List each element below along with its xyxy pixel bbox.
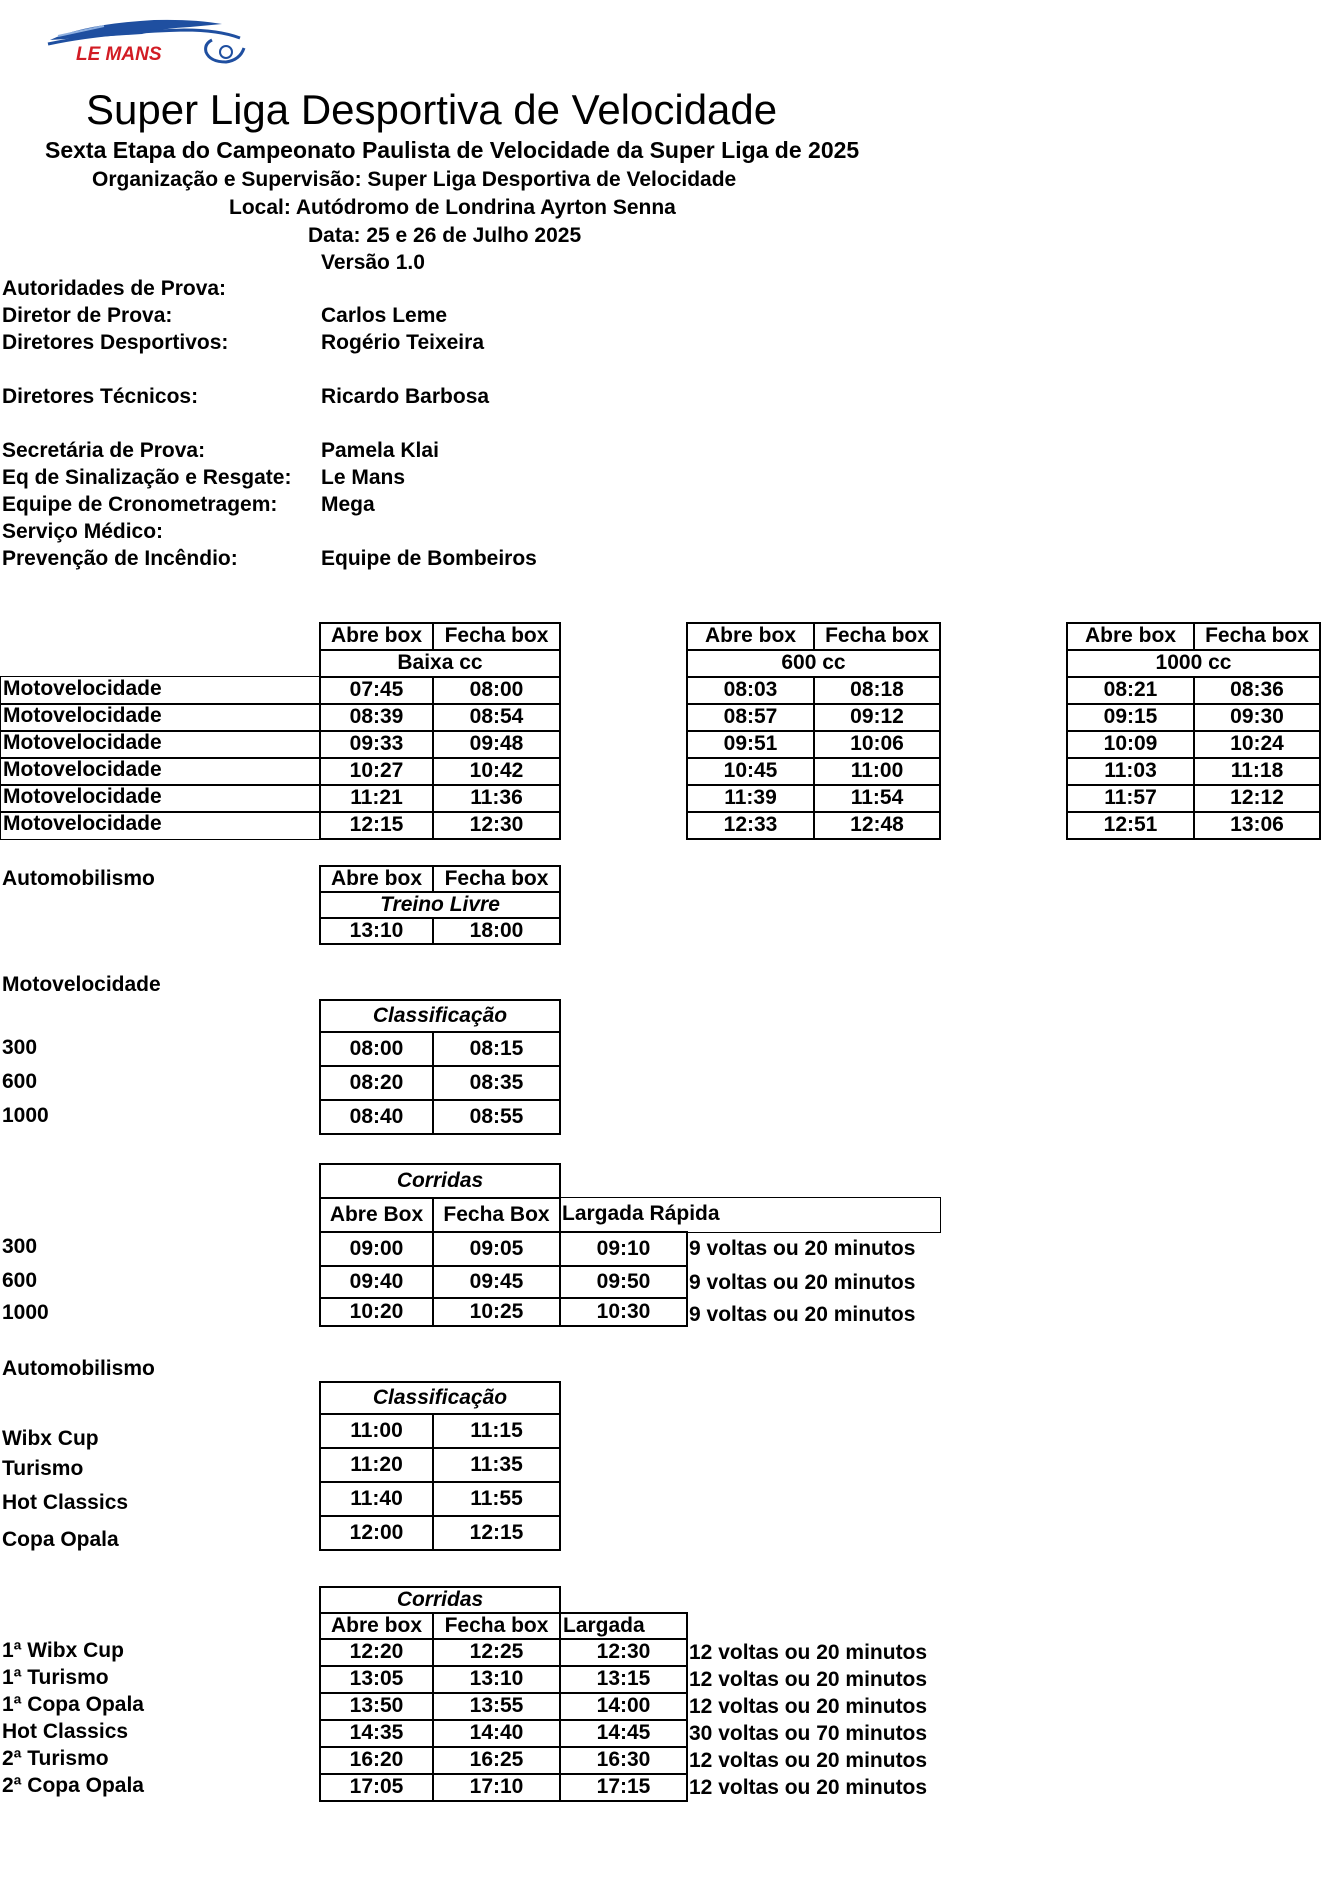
- time-cell: 12:12: [1193, 784, 1321, 813]
- logo-text: LE MANS: [76, 44, 162, 65]
- column-header-open: Abre box: [319, 1612, 434, 1640]
- time-cell: 13:10: [432, 1665, 561, 1694]
- time-cell: 12:00: [319, 1515, 434, 1551]
- authority-value: Equipe de Bombeiros: [321, 547, 537, 570]
- time-cell: 08:20: [319, 1065, 434, 1101]
- time-cell: 08:00: [432, 676, 561, 705]
- row-label: Motovelocidade: [0, 757, 321, 786]
- category-label: 300: [2, 1235, 38, 1258]
- column-header-open: Abre Box: [319, 1197, 434, 1233]
- time-cell: 08:21: [1066, 676, 1195, 705]
- group-name: Baixa cc: [319, 649, 561, 678]
- time-cell: 10:45: [686, 757, 815, 786]
- time-cell: 08:00: [319, 1031, 434, 1067]
- time-cell: 11:03: [1066, 757, 1195, 786]
- authority-label: Prevenção de Incêndio:: [2, 547, 238, 570]
- time-cell: 09:48: [432, 730, 561, 759]
- time-cell: 11:54: [813, 784, 941, 813]
- time-cell: 10:09: [1066, 730, 1195, 759]
- category-label: 1ª Wibx Cup: [2, 1639, 124, 1662]
- time-cell: 14:35: [319, 1719, 434, 1748]
- group-name: 1000 cc: [1066, 649, 1321, 678]
- row-label: Motovelocidade: [0, 784, 321, 813]
- category-label: 1ª Turismo: [2, 1666, 109, 1689]
- time-cell: 13:05: [319, 1665, 434, 1694]
- version: Versão 1.0: [321, 251, 425, 274]
- category-label: 1000: [2, 1301, 49, 1324]
- time-cell: 08:18: [813, 676, 941, 705]
- time-cell: 12:51: [1066, 811, 1195, 840]
- session-name: Treino Livre: [319, 891, 561, 919]
- row-label: Motovelocidade: [0, 730, 321, 759]
- race-info: 9 voltas ou 20 minutos: [689, 1271, 916, 1294]
- section-label: Motovelocidade: [2, 973, 161, 996]
- time-cell: 11:21: [319, 784, 434, 813]
- group-name: 600 cc: [686, 649, 941, 678]
- time-cell: 08:35: [432, 1065, 561, 1101]
- race-info: 12 voltas ou 20 minutos: [689, 1776, 928, 1799]
- row-label: Motovelocidade: [0, 676, 321, 705]
- column-header-open: Abre box: [319, 865, 434, 893]
- time-cell: 18:00: [432, 917, 561, 945]
- time-cell: 09:40: [319, 1265, 434, 1299]
- authority-label: Diretor de Prova:: [2, 304, 173, 327]
- time-cell: 16:25: [432, 1746, 561, 1775]
- row-label: Motovelocidade: [0, 811, 321, 840]
- time-cell: 10:42: [432, 757, 561, 786]
- category-label: 2ª Copa Opala: [2, 1774, 144, 1797]
- race-info: 30 voltas ou 70 minutos: [689, 1722, 928, 1745]
- time-cell: 10:27: [319, 757, 434, 786]
- column-header-close: Fecha box: [813, 622, 941, 651]
- time-cell: 10:30: [559, 1297, 688, 1327]
- logo: [44, 14, 254, 72]
- time-cell: 11:35: [432, 1447, 561, 1483]
- time-cell: 09:45: [432, 1265, 561, 1299]
- category-label: Copa Opala: [2, 1528, 119, 1551]
- authority-label: Diretores Desportivos:: [2, 331, 229, 354]
- column-header-close: Fecha box: [432, 622, 561, 651]
- column-header-close: Fecha box: [432, 865, 561, 893]
- authority-value: Carlos Leme: [321, 304, 448, 327]
- column-header-start: Largada: [559, 1612, 688, 1640]
- authority-value: Ricardo Barbosa: [321, 385, 490, 408]
- column-header-close: Fecha box: [1193, 622, 1321, 651]
- race-info: 12 voltas ou 20 minutos: [689, 1695, 928, 1718]
- time-cell: 11:36: [432, 784, 561, 813]
- authority-label: Diretores Técnicos:: [2, 385, 199, 408]
- time-cell: 08:55: [432, 1099, 561, 1135]
- time-cell: 12:30: [432, 811, 561, 840]
- page-subtitle: Sexta Etapa do Campeonato Paulista de Velocidade da Super Liga de 2025: [45, 137, 860, 163]
- time-cell: 17:10: [432, 1773, 561, 1802]
- time-cell: 11:18: [1193, 757, 1321, 786]
- column-header-close: Fecha Box: [432, 1197, 561, 1233]
- authorities-heading: Autoridades de Prova:: [2, 277, 227, 300]
- row-label: Motovelocidade: [0, 703, 321, 732]
- section-label: Automobilismo: [2, 1357, 155, 1380]
- organization: Organização e Supervisão: Super Liga Desportiva de Velocidade: [92, 168, 737, 191]
- time-cell: 14:00: [559, 1692, 688, 1721]
- time-cell: 13:55: [432, 1692, 561, 1721]
- time-cell: 08:15: [432, 1031, 561, 1067]
- column-header-open: Abre box: [686, 622, 815, 651]
- time-cell: 09:05: [432, 1231, 561, 1267]
- session-title: Classificação: [319, 999, 561, 1033]
- time-cell: 13:15: [559, 1665, 688, 1694]
- time-cell: 16:30: [559, 1746, 688, 1775]
- time-cell: 12:15: [319, 811, 434, 840]
- time-cell: 11:00: [319, 1413, 434, 1449]
- time-cell: 11:55: [432, 1481, 561, 1517]
- time-cell: 12:30: [559, 1638, 688, 1667]
- time-cell: 17:05: [319, 1773, 434, 1802]
- category-label: Turismo: [2, 1457, 84, 1480]
- time-cell: 12:48: [813, 811, 941, 840]
- time-cell: 09:30: [1193, 703, 1321, 732]
- time-cell: 12:15: [432, 1515, 561, 1551]
- session-title: Corridas: [319, 1163, 561, 1199]
- time-cell: 08:54: [432, 703, 561, 732]
- time-cell: 11:20: [319, 1447, 434, 1483]
- authority-value: Rogério Teixeira: [321, 331, 484, 354]
- column-header-close: Fecha box: [432, 1612, 561, 1640]
- race-info: 9 voltas ou 20 minutos: [689, 1237, 916, 1260]
- time-cell: 12:25: [432, 1638, 561, 1667]
- category-label: 600: [2, 1269, 38, 1292]
- authority-label: Secretária de Prova:: [2, 439, 206, 462]
- time-cell: 12:20: [319, 1638, 434, 1667]
- authority-label: Eq de Sinalização e Resgate:: [2, 466, 292, 489]
- time-cell: 10:25: [432, 1297, 561, 1327]
- time-cell: 08:57: [686, 703, 815, 732]
- time-cell: 10:20: [319, 1297, 434, 1327]
- time-cell: 08:03: [686, 676, 815, 705]
- time-cell: 11:57: [1066, 784, 1195, 813]
- time-cell: 10:06: [813, 730, 941, 759]
- time-cell: 11:15: [432, 1413, 561, 1449]
- page-title: Super Liga Desportiva de Velocidade: [86, 86, 778, 133]
- time-cell: 09:10: [559, 1231, 688, 1267]
- column-header-start: Largada Rápida: [559, 1197, 941, 1233]
- authority-label: Equipe de Cronometragem:: [2, 493, 278, 516]
- time-cell: 08:39: [319, 703, 434, 732]
- time-cell: 13:06: [1193, 811, 1321, 840]
- event-date: Data: 25 e 26 de Julho 2025: [308, 224, 582, 247]
- category-label: Wibx Cup: [2, 1427, 99, 1450]
- category-label: Hot Classics: [2, 1720, 129, 1743]
- category-label: 2ª Turismo: [2, 1747, 109, 1770]
- time-cell: 08:40: [319, 1099, 434, 1135]
- time-cell: 08:36: [1193, 676, 1321, 705]
- time-cell: 14:40: [432, 1719, 561, 1748]
- authority-value: Pamela Klai: [321, 439, 439, 462]
- time-cell: 11:39: [686, 784, 815, 813]
- authority-value: Le Mans: [321, 466, 406, 489]
- category-label: 1000: [2, 1104, 49, 1127]
- location: Local: Autódromo de Londrina Ayrton Senna: [229, 196, 676, 219]
- time-cell: 14:45: [559, 1719, 688, 1748]
- time-cell: 09:12: [813, 703, 941, 732]
- race-info: 12 voltas ou 20 minutos: [689, 1641, 928, 1664]
- category-label: 1ª Copa Opala: [2, 1693, 144, 1716]
- category-label: 600: [2, 1070, 38, 1093]
- time-cell: 11:40: [319, 1481, 434, 1517]
- category-label: 300: [2, 1036, 38, 1059]
- time-cell: 09:50: [559, 1265, 688, 1299]
- time-cell: 10:24: [1193, 730, 1321, 759]
- race-info: 12 voltas ou 20 minutos: [689, 1749, 928, 1772]
- time-cell: 13:50: [319, 1692, 434, 1721]
- time-cell: 13:10: [319, 917, 434, 945]
- authority-label: Serviço Médico:: [2, 520, 164, 543]
- column-header-open: Abre box: [1066, 622, 1195, 651]
- race-info: 9 voltas ou 20 minutos: [689, 1303, 916, 1326]
- column-header-open: Abre box: [319, 622, 434, 651]
- time-cell: 12:33: [686, 811, 815, 840]
- category-label: Hot Classics: [2, 1491, 129, 1514]
- time-cell: 11:00: [813, 757, 941, 786]
- time-cell: 16:20: [319, 1746, 434, 1775]
- session-title: Classificação: [319, 1381, 561, 1415]
- time-cell: 09:15: [1066, 703, 1195, 732]
- time-cell: 07:45: [319, 676, 434, 705]
- time-cell: 09:00: [319, 1231, 434, 1267]
- time-cell: 09:33: [319, 730, 434, 759]
- section-label: Automobilismo: [2, 867, 155, 890]
- time-cell: 17:15: [559, 1773, 688, 1802]
- race-info: 12 voltas ou 20 minutos: [689, 1668, 928, 1691]
- time-cell: 09:51: [686, 730, 815, 759]
- authority-value: Mega: [321, 493, 375, 516]
- session-title: Corridas: [319, 1586, 561, 1614]
